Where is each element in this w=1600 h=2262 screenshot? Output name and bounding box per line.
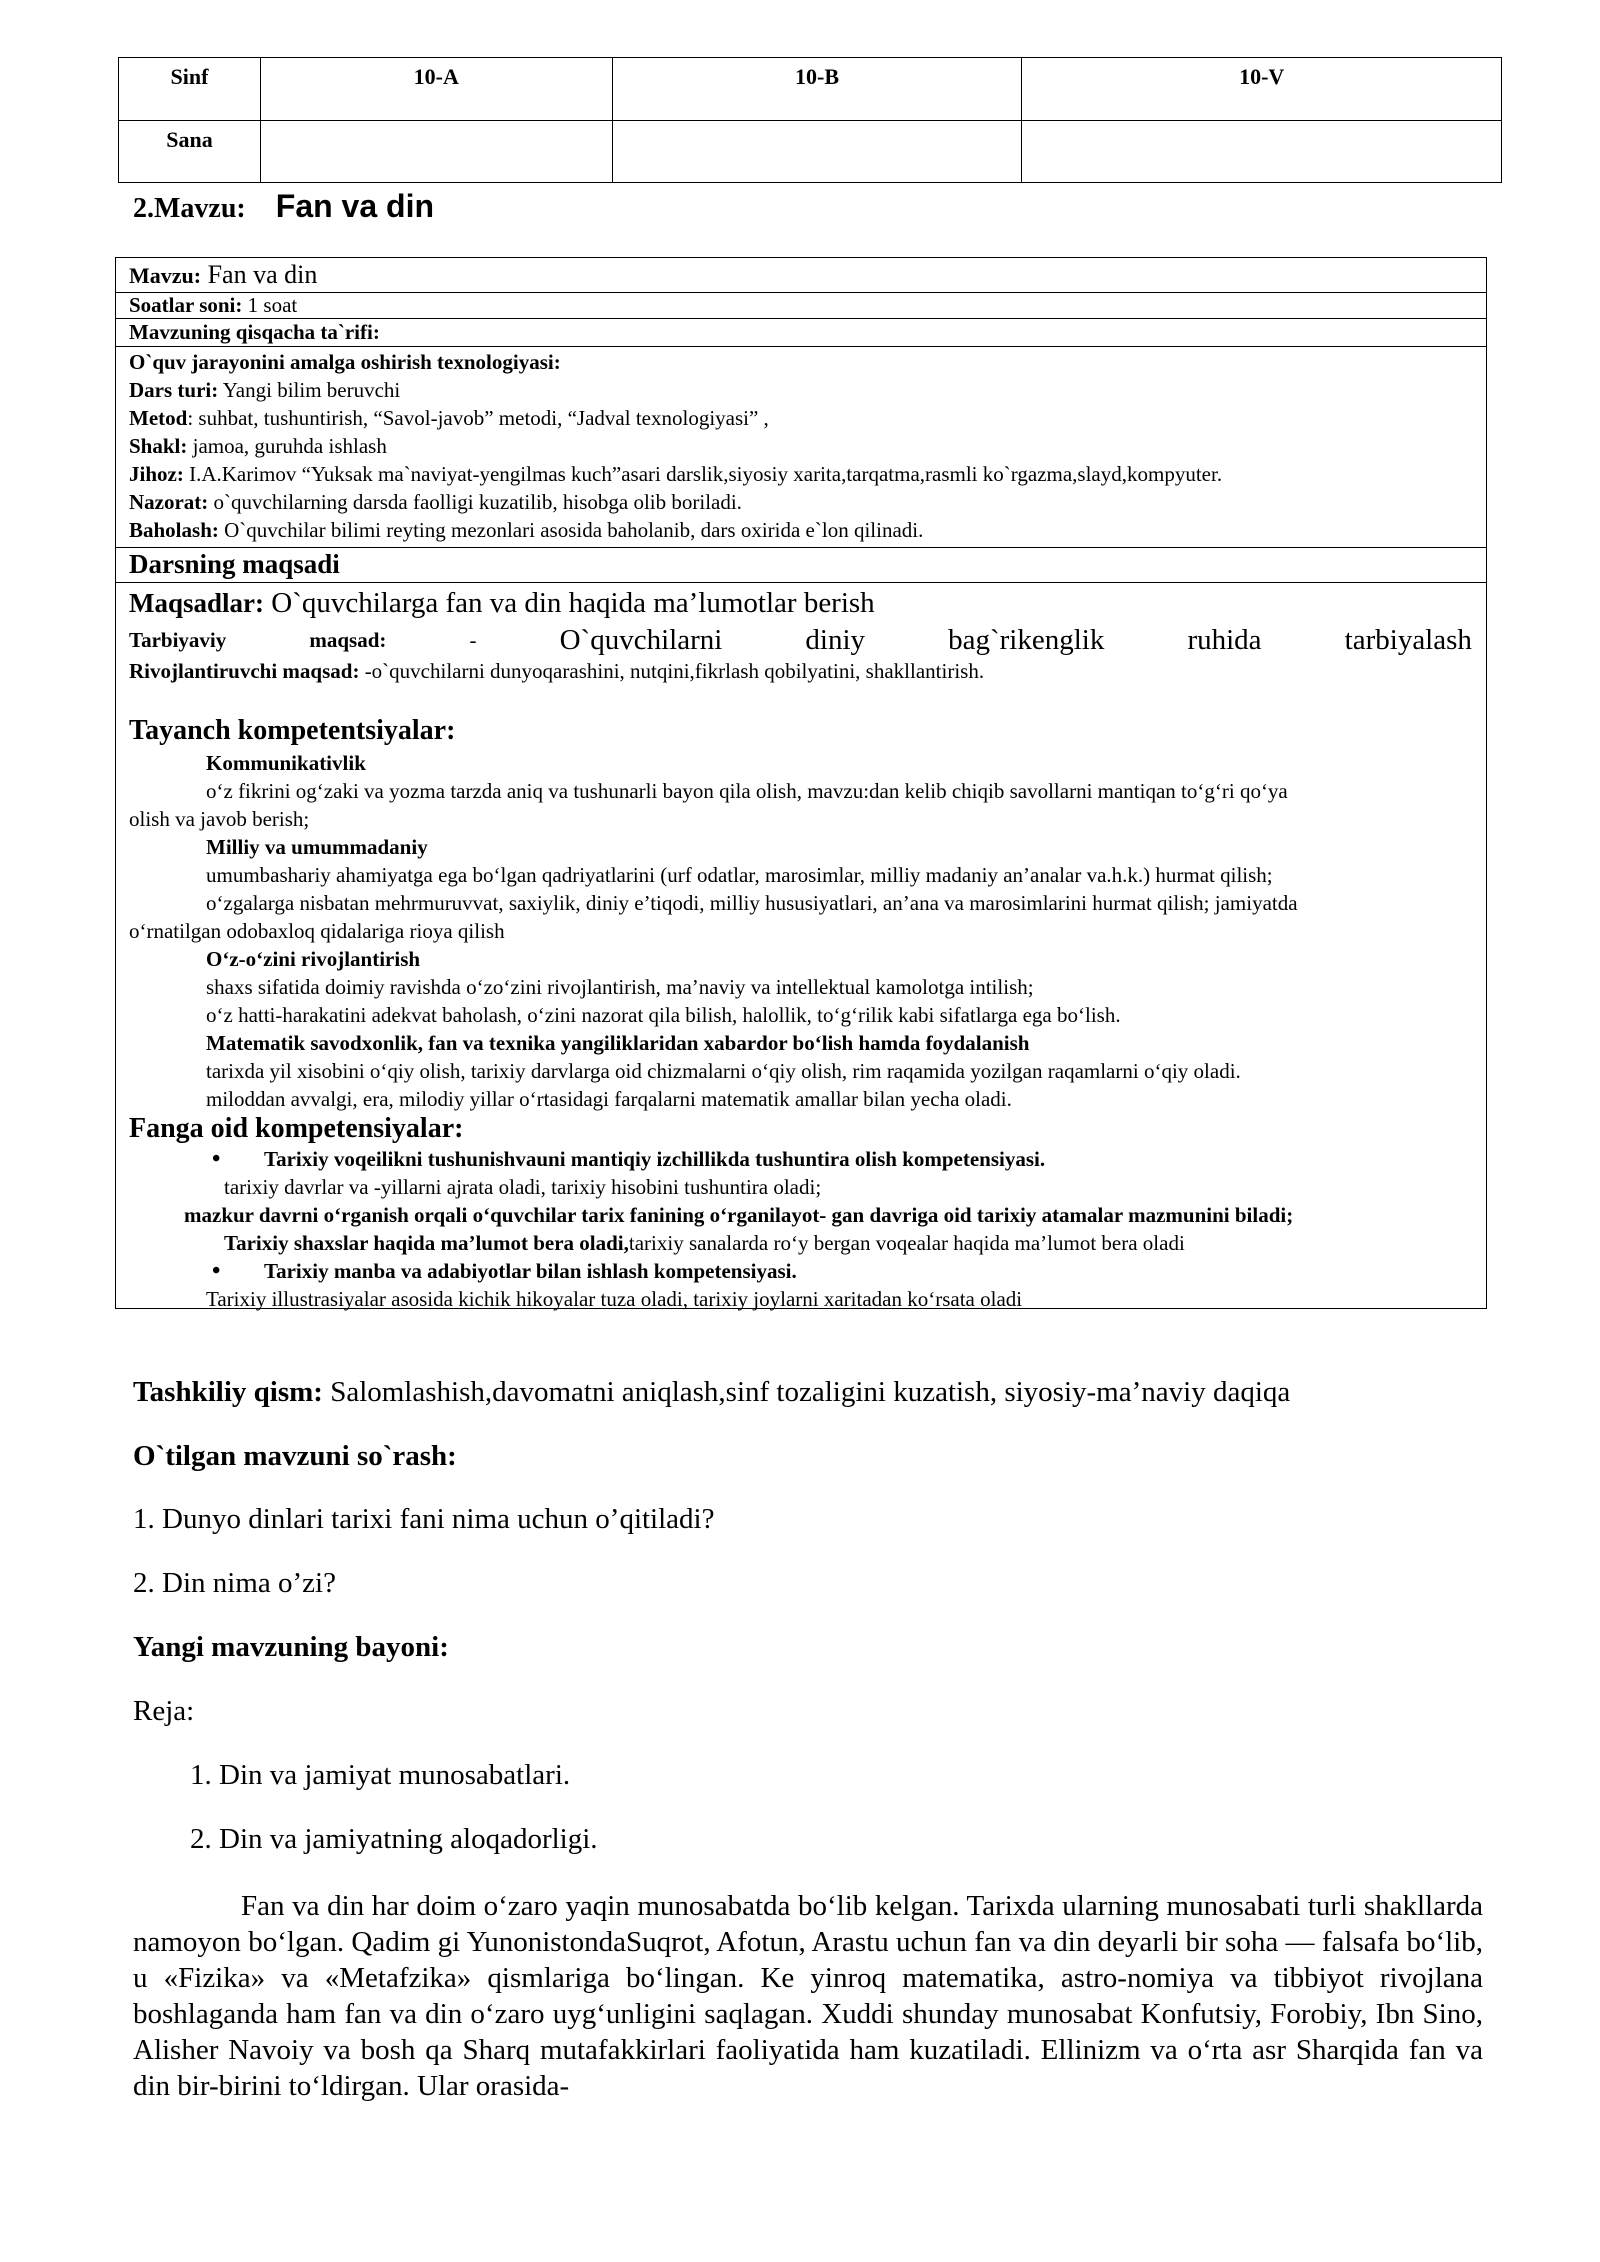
maqsadlar-line xyxy=(129,583,1486,623)
riv-label: Rivojlantiruvchi maqsad: xyxy=(129,659,360,683)
tarb-word-4: bag`rikenglik xyxy=(948,624,1105,656)
shakl-label: Shakl: xyxy=(129,434,188,458)
reja-item-1: 1. Din va jamiyat munosabatlari. xyxy=(190,1759,571,1791)
milliy-text-2b: o‘rnatilgan odobaxloq qidalariga rioya qilish xyxy=(129,919,505,943)
technology-row xyxy=(116,347,1486,548)
tarb-word-0: maqsad: xyxy=(309,628,387,652)
reja-item-2: 2. Din va jamiyatning aloqadorligi. xyxy=(190,1823,598,1855)
topic-heading xyxy=(133,188,434,225)
mat-heading: Matematik savodxonlik, fan va texnika yangiliklaridan xabardor bo‘lish hamda foydalanish xyxy=(206,1031,1030,1055)
komm-heading: Kommunikativlik xyxy=(206,751,366,775)
tash-value: Salomlashish,davomatni aniqlash,sinf tozaligini kuzatish, siyosiy-ma’naviy daqiqa xyxy=(322,1376,1291,1408)
soat-value: 1 soat xyxy=(247,293,298,317)
ozini-text-2: o‘z hatti-harakatini adekvat baholash, o‘zini nazorat qila bilish, halollik, to‘g‘rilik kabi sifatlarga ega bo‘lish. xyxy=(206,1003,1121,1027)
riv-value: -o`quvchilarni dunyoqarashini, nutqini,fikrlash qobilyatini, shakllantirish. xyxy=(364,659,985,683)
tashkiliy-line xyxy=(133,1376,1483,1409)
class-10v: 10-V xyxy=(1022,58,1502,121)
mavzu-label: Mavzu: xyxy=(129,263,202,288)
maqsad-heading: Darsning maqsadi xyxy=(129,549,340,579)
maqsadlar-label: Maqsadlar: xyxy=(129,588,264,618)
tarb-word-6: tarbiyalash xyxy=(1344,624,1472,656)
class-10a: 10-A xyxy=(260,58,612,121)
fanga-text-1: tarixiy davrlar va -yillarni ajrata oladi, tarixiy hisobini tushuntira oladi; xyxy=(224,1175,822,1199)
date-cell-10b[interactable] xyxy=(612,120,1022,183)
tech-label: O`quv jarayonini amalga oshirish texnologiyasi: xyxy=(129,350,561,374)
jihoz-value: I.A.Karimov “Yuksak ma`naviyat-yengilmas kuch”asari darslik,siyosiy xarita,tarqatma,rasmli ko`rgazma,slayd,kompyuter. xyxy=(189,462,1223,486)
fanga-text-3 xyxy=(129,1229,1486,1257)
milliy-text-1: umumbashariy ahamiyatga ega bo‘lgan qadriyatlarini (urf odatlar, marosimlar, milliy madaniy an’analar va.h.k.) hurmat qilish; xyxy=(206,863,1273,887)
mavzu-row xyxy=(116,258,1486,293)
maqsadlar-value: O`quvchilarga fan va din haqida ma’lumotlar berish xyxy=(271,587,875,619)
soat-label: Soatlar soni: xyxy=(129,293,243,317)
mat-text-2: miloddan avvalgi, era, milodiy yillar o‘rtasidagi farqalarni matematik amallar bilan yecha oladi. xyxy=(206,1087,1012,1111)
ozini-text-1: shaxs sifatida doimiy ravishda o‘zo‘zini rivojlantirish, ma’naviy va intellektual kamolotga intilish; xyxy=(206,975,1034,999)
shakl-value: jamoa, guruhda ishlash xyxy=(192,434,387,458)
fanga-text-3-bold: Tarixiy shaxslar haqida ma’lumot bera oladi, xyxy=(224,1231,629,1255)
tayanch-heading: Tayanch kompetentsiyalar: xyxy=(129,715,456,746)
class-row xyxy=(119,58,1502,121)
fanga-heading: Fanga oid kompetensiyalar: xyxy=(129,1113,464,1144)
otilgan-heading: O`tilgan mavzuni so`rash: xyxy=(133,1440,457,1472)
date-row xyxy=(119,120,1502,183)
dars-label: Dars turi: xyxy=(129,378,219,402)
tarif-label: Mavzuning qisqacha ta`rifi: xyxy=(129,320,380,344)
metod-label: Metod xyxy=(129,406,188,430)
tarb-word-2: O`quvchilarni xyxy=(559,624,723,656)
fanga-text-4: Tarixiy illustrasiyalar asosida kichik hikoyalar tuza oladi, tarixiy joylarni xaritadan ko‘rsata oladi xyxy=(206,1287,1023,1311)
dars-value: Yangi bilim beruvchi xyxy=(222,378,401,402)
yangi-heading: Yangi mavzuning bayoni: xyxy=(133,1631,449,1663)
fanga-bullet-1: • Tarixiy voqeilikni tushunishvauni mantiqiy izchillikda tushuntira olish kompetensiyasi. xyxy=(129,1145,1486,1173)
topic-title: Fan va din xyxy=(275,188,435,224)
tarb-word-1: - xyxy=(469,628,477,652)
baholash-label: Baholash: xyxy=(129,518,219,542)
metod-value: : suhbat, tushuntirish, “Savol-javob” metodi, “Jadval texnologiyasi” , xyxy=(187,406,769,430)
rivojlantiruvchi-line xyxy=(129,657,1486,685)
date-cell-10a[interactable] xyxy=(260,120,612,183)
maqsad-head-row xyxy=(116,548,1486,583)
fanga-text-2: mazkur davrni o‘rganish orqali o‘quvchilar tarix fanining o‘rganilayot- gan davriga oid tarixiy atamalar mazmunini biladi; xyxy=(184,1203,1294,1227)
class-date-table xyxy=(118,57,1502,183)
lesson-plan-box xyxy=(115,257,1487,1309)
tash-label: Tashkiliy qism: xyxy=(133,1376,323,1408)
komm-text-1: o‘z fikrini og‘zaki va yozma tarzda aniq va tushunarli bayon qila olish, mavzu:dan kelib chiqib savollarni mantiqan to‘g‘ri qo‘ya xyxy=(206,779,1288,803)
tarbiyaviy-line xyxy=(129,623,1472,657)
sinf-label: Sinf xyxy=(119,58,261,121)
reja-label: Reja: xyxy=(133,1695,195,1727)
tarif-row xyxy=(116,319,1486,347)
komm-text-1b: olish va javob berish; xyxy=(129,807,310,831)
question-2: 2. Din nima o’zi? xyxy=(133,1567,336,1599)
mat-text-1: tarixda yil xisobini o‘qiy olish, tarixiy darvlarga oid chizmalarni o‘qiy olish, rim raqamida yozilgan raqamlarni o‘qiy oladi. xyxy=(206,1059,1241,1083)
topic-number: 2.Mavzu: xyxy=(133,193,246,224)
fanga-bullet-2: • Tarixiy manba va adabiyotlar bilan ishlash kompetensiyasi. xyxy=(129,1257,1486,1285)
class-10b: 10-B xyxy=(612,58,1022,121)
milliy-heading: Milliy va umummadaniy xyxy=(206,835,428,859)
tarb-word-5: ruhida xyxy=(1187,624,1262,656)
nazorat-label: Nazorat: xyxy=(129,490,209,514)
tarb-label: Tarbiyaviy xyxy=(129,628,227,652)
date-cell-10v[interactable] xyxy=(1022,120,1502,183)
tarb-word-3: diniy xyxy=(805,624,866,656)
sana-label: Sana xyxy=(119,120,261,183)
body-paragraph: Fan va din har doim o‘zaro yaqin munosabatda bo‘lib kelgan. Tarixda ularning munosabati turli shakllarda namoyon bo‘lgan. Qadim gi YunonistondaSuqrot, Afotun, Arastu uchun fan va din deyarli bir soha — falsafa bo‘lib, u «Fizika» va «Metafzika» qismlariga bo‘lingan. Ke yinroq matematika, astro-nomiya va tibbiyot rivojlana boshlaganda ham fan va din o‘zaro uyg‘unligini saqlagan. Xuddi shunday munosabat Konfutsiy, Forobiy, Ibn Sino, Alisher Navoiy va bosh qa Sharq mutafakkirlari faoliyatida ham kuzatiladi. Ellinizm va o‘rta asr Sharqida fan va din bir-birini to‘ldirgan. Ular orasida- xyxy=(133,1890,1483,2102)
fanga-text-3-rest: tarixiy sanalarda ro‘y bergan voqealar haqida ma’lumot bera oladi xyxy=(628,1231,1185,1255)
ozini-heading: O‘z-o‘zini rivojlantirish xyxy=(206,947,421,971)
mavzu-value: Fan va din xyxy=(207,260,318,289)
milliy-text-2: o‘zgalarga nisbatan mehrmuruvvat, saxiylik, diniy e’tiqodi, milliy hususiyatlari, an’ana va marosimlarini hurmat qilish; jamiyatda xyxy=(206,891,1298,915)
baholash-value: O`quvchilar bilimi reyting mezonlari asosida baholanib, dars oxirida e`lon qilinadi. xyxy=(224,518,924,542)
goals-row xyxy=(116,583,1486,1311)
jihoz-label: Jihoz: xyxy=(129,462,184,486)
soat-row xyxy=(116,293,1486,319)
question-1: 1. Dunyo dinlari tarixi fani nima uchun o’qitiladi? xyxy=(133,1503,715,1535)
nazorat-value: o`quvchilarning darsda faolligi kuzatilib, hisobga olib boriladi. xyxy=(213,490,742,514)
